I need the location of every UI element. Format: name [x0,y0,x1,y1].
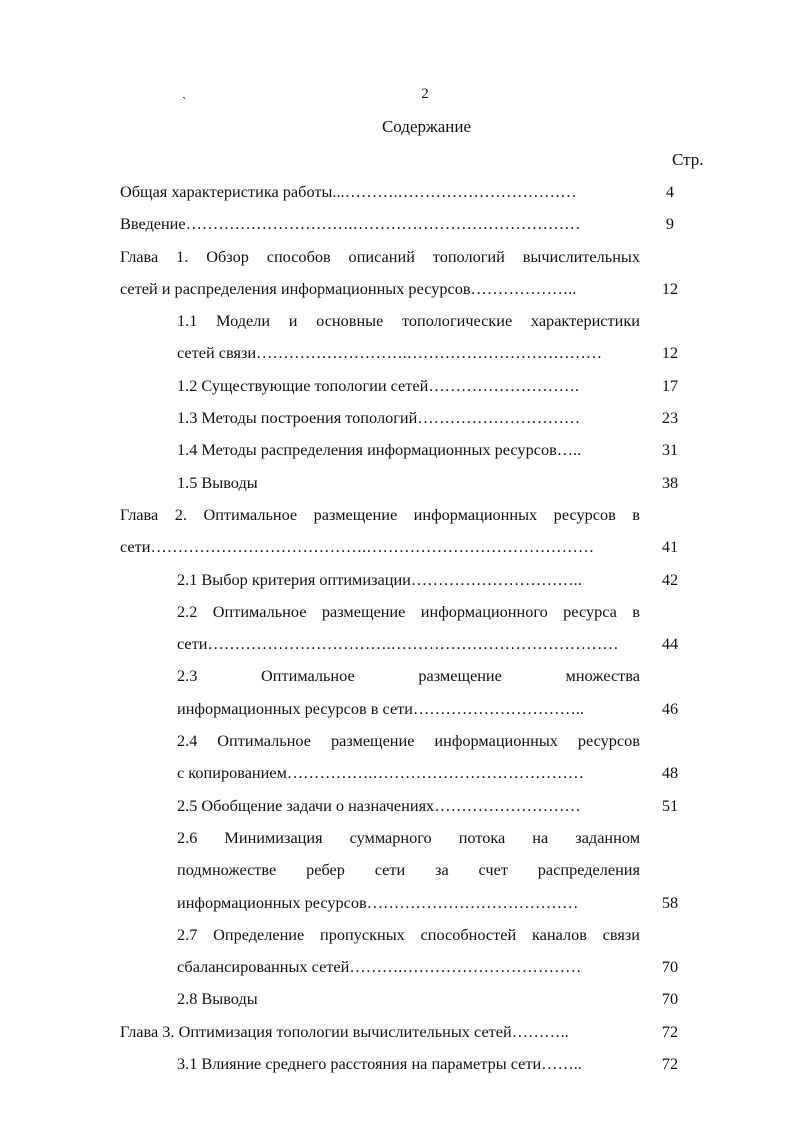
toc-entry-line: 2.3 Оптимальное размещение множества [177,666,640,686]
toc-entry-title [177,822,640,919]
toc-entry [0,370,793,402]
toc-entry [0,402,793,434]
toc-entry-title [177,983,640,1015]
toc-entry [0,1048,793,1080]
toc-entry-line: 2.1 Выбор критерия оптимизации………………………….. [177,569,582,589]
toc-entry-line: с копированием…………….………………………………… [177,763,585,783]
toc-entry [0,434,793,466]
toc-entry [0,564,793,596]
toc-entry-page: 12 [661,278,679,298]
toc-entry-line: 2.8 Выводы [177,989,258,1009]
page-number: 2 [421,86,429,102]
toc-entry-line: Введение………………………….…………………………………… [120,214,581,234]
toc-entry-line: 2.5 Обобщение задачи о назначениях……………………… [177,795,581,815]
toc-entry [0,241,793,306]
toc-entry-page: 38 [661,472,679,492]
toc-entry-line: информационных ресурсов в сети………………………….. [177,698,584,718]
toc-entry-page: 48 [661,763,679,783]
toc-entry-line: сетей связи……………………….……………………………… [177,343,603,363]
toc-entry-line: информационных ресурсов………………………………… [177,892,579,912]
toc-entry-page: 70 [661,989,679,1009]
toc-entry-line: 1.5 Выводы [177,472,258,492]
page-title: Содержание [381,117,472,136]
toc-entry [0,983,793,1015]
toc-entry-page: 70 [661,957,679,977]
toc-entry-line: сети…………………………….…………………………………… [177,634,619,654]
toc-entry-page: 23 [661,408,679,428]
toc-entry-line: 1.3 Методы построения топологий………………………… [177,408,581,428]
toc-entry [0,499,793,564]
toc-entry-page: 12 [661,343,679,363]
toc-entry-title [120,176,640,208]
toc-entry-title [177,790,640,822]
toc-entry-title [177,370,640,402]
toc-entry-page: 46 [661,698,679,718]
toc-entry-title [177,305,640,370]
toc-entry [0,176,793,208]
toc-entry-line: сети………………………………….…………………………………… [120,537,595,557]
toc-entry-page: 17 [661,375,679,395]
page-column-label: Стр. [672,150,704,169]
toc-entry-line: 2.7 Определение пропускных способностей каналов связи [177,924,640,944]
toc-entry-line: 2.6 Минимизация суммарного потока на заданном [177,827,640,847]
toc-entry-line: 2.2 Оптимальное размещение информационного ресурса в [177,601,640,621]
toc-entry [0,822,793,919]
toc-entry-line: сбалансированных сетей……….…………………………… [177,957,582,977]
toc-entry-title [177,919,640,984]
toc-entry-page: 4 [665,182,675,201]
toc-entry-line: Глава 1. Обзор способов описаний топологий вычислительных [120,246,640,266]
toc-entry [0,660,793,725]
toc-entry-title [120,1016,640,1048]
toc-entry-title [120,499,640,564]
toc-entry-title [120,241,640,306]
toc-entry [0,1016,793,1048]
toc-entry-line: 1.1 Модели и основные топологические характеристики [177,311,640,331]
toc-entry-page: 31 [661,440,679,460]
toc-entry-line: 2.4 Оптимальное размещение информационных ресурсов [177,731,640,751]
toc-entry-page: 51 [661,795,679,815]
table-of-contents [0,176,793,1080]
toc-entry-title [177,564,640,596]
toc-entry-page: 58 [661,892,679,912]
toc-entry-title [177,660,640,725]
toc-entry-title [177,467,640,499]
toc-entry-title [120,208,640,240]
toc-entry-page: 72 [661,1054,679,1074]
toc-entry [0,596,793,661]
toc-entry-line: Глава 3. Оптимизация топологии вычислительных сетей……….. [120,1021,569,1041]
toc-entry-line: подмножестве ребер сети за счет распределения [177,860,640,880]
toc-entry-title [177,1048,640,1080]
scan-speck: ` [182,94,187,109]
toc-entry [0,208,793,240]
toc-entry-line: 3.1 Влияние среднего расстояния на параметры сети…….. [177,1054,582,1074]
toc-entry [0,305,793,370]
toc-entry-line: сетей и распределения информационных ресурсов……………….. [120,278,577,298]
toc-entry [0,725,793,790]
toc-entry-page: 44 [661,634,679,654]
toc-entry-title [177,725,640,790]
toc-entry-line: Глава 2. Оптимальное размещение информационных ресурсов в [120,504,640,524]
toc-entry-page: 41 [661,537,679,557]
toc-entry-page: 9 [665,214,675,234]
toc-entry-page: 42 [661,569,679,589]
toc-entry-line: 1.4 Методы распределения информационных ресурсов….. [177,440,582,460]
toc-entry-page: 72 [661,1021,679,1041]
toc-entry-title [177,402,640,434]
toc-entry [0,790,793,822]
toc-entry-line: Общая характеристика работы...……….…………………………… [120,182,577,201]
toc-entry [0,919,793,984]
toc-entry-line: 1.2 Существующие топологии сетей………………………. [177,375,579,395]
toc-entry-title [177,596,640,661]
toc-entry-title [177,434,640,466]
toc-entry [0,467,793,499]
